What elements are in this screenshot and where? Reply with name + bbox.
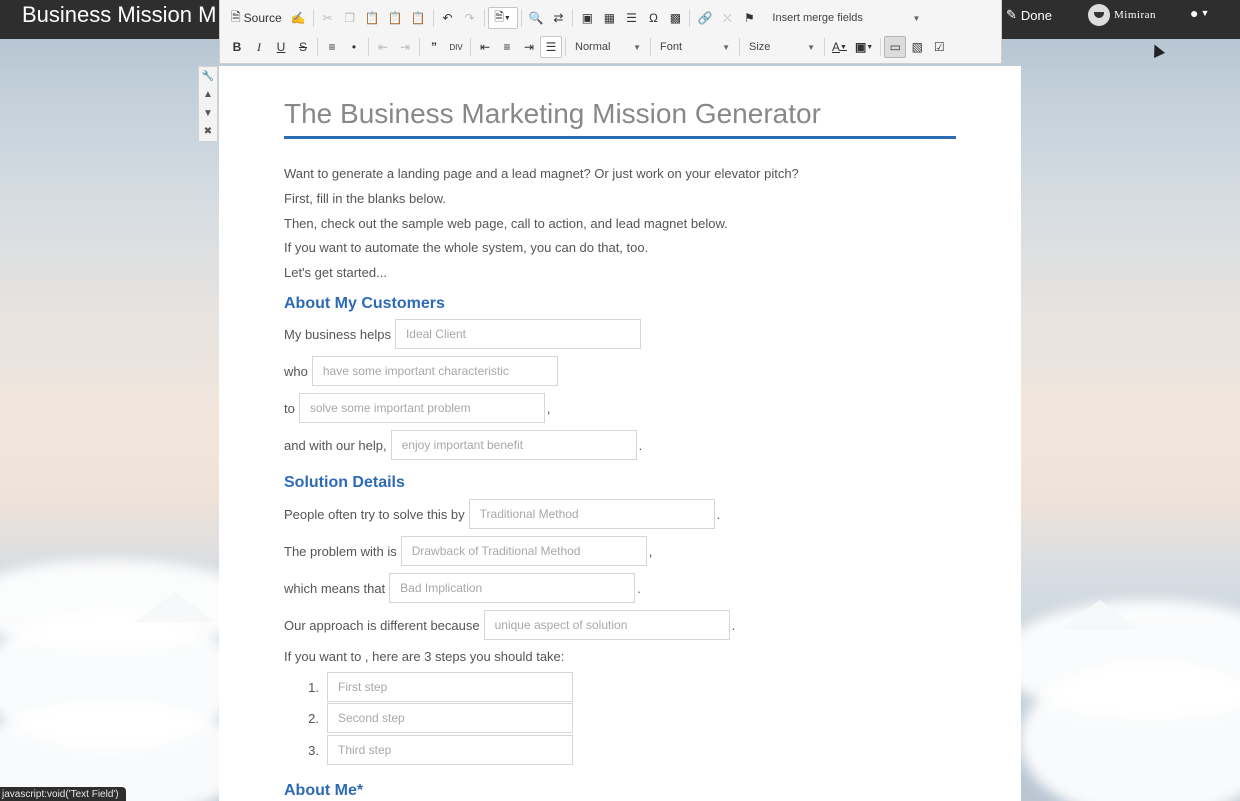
step-field[interactable]: Third step bbox=[327, 735, 573, 765]
brand-logo[interactable] bbox=[1088, 4, 1156, 26]
redo-icon[interactable]: ↷ bbox=[464, 11, 475, 25]
paste-icon[interactable]: 📋 bbox=[364, 11, 380, 25]
font-select[interactable] bbox=[654, 36, 736, 58]
app-title: Business Mission M bbox=[22, 2, 217, 27]
step-field[interactable]: Second step bbox=[327, 703, 573, 733]
blockquote-icon[interactable]: ” bbox=[431, 40, 437, 54]
field-label: Our approach is different because bbox=[284, 617, 480, 633]
title-divider bbox=[284, 136, 956, 139]
source-button[interactable] bbox=[226, 7, 287, 29]
move-up-icon[interactable]: ▲ bbox=[203, 89, 213, 101]
separator bbox=[565, 38, 566, 56]
merge-fields-select[interactable] bbox=[766, 7, 926, 29]
strikethrough-icon[interactable]: S bbox=[298, 40, 307, 54]
size-label: Size bbox=[749, 41, 771, 53]
customer-line bbox=[284, 393, 550, 423]
step-item bbox=[303, 703, 573, 733]
punctuation: . bbox=[638, 437, 643, 453]
characteristic-field[interactable]: have some important characteristic bbox=[312, 356, 558, 386]
select-field-icon[interactable]: ▧ bbox=[911, 40, 923, 54]
chevron-down-icon: ▼ bbox=[912, 13, 921, 23]
step-item bbox=[303, 735, 573, 765]
div-container-icon[interactable]: DIV bbox=[449, 42, 463, 52]
bulleted-list-icon[interactable]: • bbox=[351, 40, 357, 54]
step-number: 3. bbox=[308, 742, 319, 758]
unique-aspect-field[interactable]: unique aspect of solution bbox=[484, 610, 730, 640]
unlink-icon[interactable]: ⛌ bbox=[722, 10, 732, 25]
editor-toolbar bbox=[219, 0, 1002, 64]
align-center-icon[interactable]: ≡ bbox=[503, 40, 511, 54]
punctuation: , bbox=[546, 400, 551, 416]
mouse-cursor-icon bbox=[1149, 42, 1165, 58]
field-label: to bbox=[284, 400, 295, 416]
separator bbox=[521, 9, 522, 27]
move-down-icon[interactable]: ▼ bbox=[203, 107, 213, 119]
user-menu[interactable] bbox=[1190, 5, 1209, 21]
customer-line bbox=[284, 430, 642, 460]
size-select[interactable] bbox=[743, 36, 821, 58]
punctuation: . bbox=[637, 580, 641, 596]
image-icon[interactable]: ▣ bbox=[581, 11, 594, 25]
underline-icon[interactable]: U bbox=[276, 40, 286, 54]
checkbox-field-icon[interactable]: ☑ bbox=[933, 40, 945, 54]
italic-icon[interactable]: I bbox=[257, 39, 261, 54]
table-icon[interactable]: ▦ bbox=[603, 11, 616, 25]
punctuation: , bbox=[648, 543, 653, 559]
intro-line: If you want to automate the whole system, you can do that, too. bbox=[284, 240, 649, 255]
indent-icon[interactable]: ⇥ bbox=[399, 40, 411, 54]
page-title: The Business Marketing Mission Generator bbox=[284, 98, 821, 129]
field-label: My business helps bbox=[284, 326, 391, 342]
document-page bbox=[219, 66, 1021, 801]
punctuation: . bbox=[716, 506, 721, 522]
solution-line bbox=[284, 536, 652, 566]
customer-line bbox=[284, 356, 560, 386]
bg-color-icon[interactable]: ▣ ▼ bbox=[854, 40, 874, 54]
traditional-method-field[interactable]: Traditional Method bbox=[469, 499, 715, 529]
chevron-down-icon: ▼ bbox=[807, 42, 815, 52]
separator bbox=[484, 9, 485, 27]
find-icon[interactable]: 🔍 bbox=[528, 11, 544, 25]
section-heading-customers: About My Customers bbox=[284, 295, 445, 312]
undo-icon[interactable]: ↶ bbox=[442, 11, 453, 25]
customer-line bbox=[284, 319, 643, 349]
intro-line: Let's get started... bbox=[284, 265, 387, 280]
align-right-icon[interactable]: ⇥ bbox=[523, 40, 535, 54]
special-char-icon[interactable]: Ω bbox=[648, 11, 658, 25]
source-label: Source bbox=[243, 11, 282, 25]
embed-icon[interactable]: ▩ bbox=[669, 11, 682, 25]
numbered-list-icon[interactable]: ≡ bbox=[328, 40, 336, 54]
intro-line: Want to generate a landing page and a lead magnet? Or just work on your elevator pitch? bbox=[284, 166, 799, 181]
punctuation: . bbox=[731, 617, 736, 633]
bad-implication-field[interactable]: Bad Implication bbox=[389, 573, 635, 603]
copy-icon[interactable]: ❐ bbox=[344, 11, 356, 25]
section-heading-about-me: About Me* bbox=[284, 782, 364, 799]
done-button[interactable] bbox=[1002, 4, 1062, 26]
separator bbox=[689, 9, 690, 27]
separator bbox=[880, 38, 881, 56]
side-tools bbox=[198, 66, 218, 142]
mascot-icon bbox=[1088, 4, 1110, 26]
merge-fields-label: Insert merge fields bbox=[772, 12, 863, 24]
separator bbox=[368, 38, 369, 56]
chevron-down-icon: ▼ bbox=[722, 42, 730, 52]
drawback-field[interactable]: Drawback of Traditional Method bbox=[401, 536, 647, 566]
outdent-icon[interactable]: ⇤ bbox=[377, 40, 389, 54]
separator bbox=[313, 9, 314, 27]
font-label: Font bbox=[660, 41, 683, 53]
chevron-down-icon: ▼ bbox=[633, 42, 641, 52]
status-bar: javascript:void('Text Field') bbox=[0, 787, 126, 801]
intro-line: Then, check out the sample web page, call to action, and lead magnet below. bbox=[284, 216, 728, 231]
field-label: People often try to solve this by bbox=[284, 506, 465, 522]
toolbar-row-1 bbox=[226, 5, 926, 31]
text-field-icon[interactable]: ▭ bbox=[884, 36, 906, 58]
horizontal-line-icon[interactable]: ☰ bbox=[626, 11, 637, 25]
problem-field[interactable]: solve some important problem bbox=[299, 393, 545, 423]
paste-text-icon[interactable]: 📋 bbox=[387, 11, 403, 25]
bold-icon[interactable]: B bbox=[232, 40, 242, 54]
template-dropdown-icon[interactable]: 🗎 ▼ bbox=[488, 7, 518, 29]
separator bbox=[470, 38, 471, 56]
solution-line bbox=[284, 499, 720, 529]
chevron-down-icon: ▼ bbox=[1200, 8, 1210, 18]
step-number: 2. bbox=[308, 710, 319, 726]
separator bbox=[572, 9, 573, 27]
anchor-flag-icon[interactable]: ⚑ bbox=[744, 11, 755, 25]
separator bbox=[433, 9, 434, 27]
toolbar-row-2 bbox=[226, 34, 950, 60]
done-label: Done bbox=[1020, 7, 1052, 23]
step-field[interactable]: First step bbox=[327, 672, 573, 702]
replace-icon[interactable]: ⇄ bbox=[553, 11, 564, 25]
ideal-client-field[interactable]: Ideal Client bbox=[395, 319, 641, 349]
cut-icon[interactable]: ✂ bbox=[322, 11, 333, 25]
templates-icon[interactable]: ✍ bbox=[290, 11, 306, 25]
link-icon[interactable]: 🔗 bbox=[697, 11, 713, 25]
solution-line bbox=[284, 610, 735, 640]
format-select[interactable] bbox=[569, 36, 647, 58]
section-heading-solution: Solution Details bbox=[284, 474, 405, 491]
paste-word-icon[interactable]: 📋 bbox=[410, 11, 426, 25]
benefit-field[interactable]: enjoy important benefit bbox=[391, 430, 637, 460]
field-label: who bbox=[284, 363, 308, 379]
document-icon: 🗎 bbox=[231, 9, 241, 24]
solution-line bbox=[284, 573, 641, 603]
field-label: The problem with is bbox=[284, 543, 397, 559]
field-label: and with our help, bbox=[284, 437, 387, 453]
field-label: which means that bbox=[284, 580, 386, 596]
justify-icon[interactable]: ☰ bbox=[540, 36, 562, 58]
align-left-icon[interactable]: ⇤ bbox=[479, 40, 491, 54]
separator bbox=[824, 38, 825, 56]
separator bbox=[419, 38, 420, 56]
format-label: Normal bbox=[575, 41, 611, 53]
steps-intro: If you want to , here are 3 steps you should take: bbox=[284, 649, 565, 664]
step-number: 1. bbox=[308, 679, 319, 695]
separator bbox=[650, 38, 651, 56]
edit-icon: ✎ bbox=[1006, 7, 1017, 22]
separator bbox=[317, 38, 318, 56]
text-color-icon[interactable]: A ▼ bbox=[832, 40, 847, 54]
close-icon[interactable]: ✖ bbox=[203, 126, 213, 138]
intro-line: First, fill in the blanks below. bbox=[284, 191, 446, 206]
wrench-icon[interactable]: 🔧 bbox=[201, 70, 215, 82]
separator bbox=[739, 38, 740, 56]
user-icon: ● bbox=[1190, 5, 1199, 21]
step-item bbox=[303, 672, 573, 702]
brand-name: Mimiran bbox=[1114, 9, 1156, 21]
